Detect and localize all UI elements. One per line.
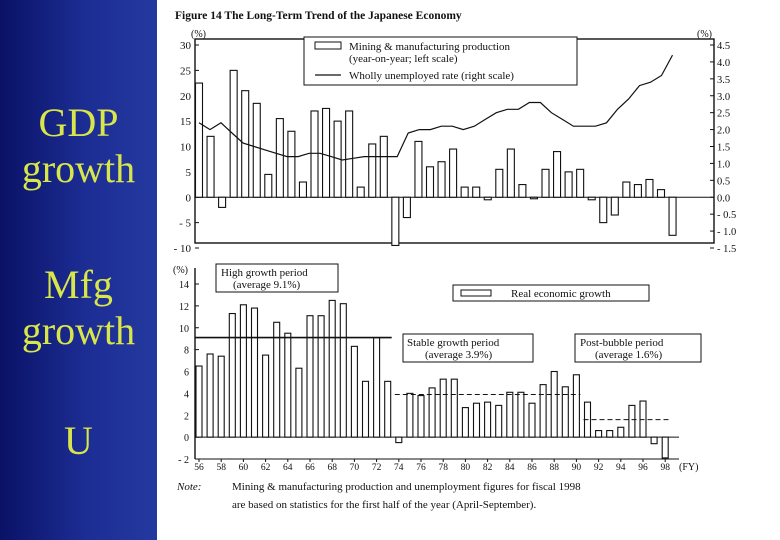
- real-growth-bar: [629, 405, 635, 437]
- real-growth-bar: [551, 372, 557, 438]
- top-left-tick-label: 5: [185, 166, 191, 179]
- mfg-bar: [311, 111, 318, 197]
- real-growth-bar: [418, 396, 424, 438]
- mfg-bar: [288, 131, 295, 197]
- mfg-bar: [646, 179, 653, 197]
- top-right-tick-label: 1.0: [717, 159, 731, 171]
- top-right-tick-label: - 1.0: [717, 227, 737, 239]
- real-growth-bar: [451, 379, 457, 437]
- bottom-x-tick-label: 82: [482, 463, 493, 473]
- bottom-y-tick-label: 12: [179, 301, 189, 313]
- bottom-x-tick-label: 94: [616, 463, 626, 473]
- bottom-x-tick-label: 74: [394, 463, 404, 473]
- mfg-bar: [369, 144, 376, 197]
- mfg-bar: [611, 197, 618, 215]
- real-growth-bar: [440, 379, 446, 437]
- real-growth-bar: [340, 304, 346, 437]
- mfg-bar: [473, 187, 480, 197]
- mfg-bar: [554, 152, 561, 198]
- mfg-bar: [623, 182, 630, 197]
- bottom-x-tick-label: 86: [527, 463, 537, 473]
- real-growth-bar: [607, 431, 613, 438]
- top-left-tick-label: 15: [180, 116, 191, 129]
- bottom-x-tick-label: 58: [216, 463, 226, 473]
- mfg-bar: [669, 197, 676, 235]
- gdp-growth-label: GDP growth: [21, 100, 136, 191]
- bottom-x-tick-label: 92: [593, 463, 604, 473]
- mfg-bar: [392, 197, 399, 245]
- top-left-tick-label: 25: [180, 65, 191, 78]
- real-growth-bar: [474, 403, 480, 437]
- mfg-bar: [403, 197, 410, 217]
- top-legend: [304, 37, 577, 85]
- figure-panel: [157, 0, 780, 540]
- real-growth-bar: [518, 392, 524, 437]
- top-right-tick-label: - 0.5: [717, 210, 737, 222]
- real-growth-bar: [329, 300, 335, 437]
- note-label: Note:: [177, 481, 202, 493]
- mfg-bar: [253, 103, 260, 197]
- unemployment-label: U: [64, 418, 93, 463]
- post-bubble-annotation: [575, 334, 701, 362]
- mfg-bar: [427, 167, 434, 197]
- bottom-y-tick-label: 4: [184, 389, 189, 401]
- legend-bar-swatch: [315, 42, 341, 49]
- bottom-y-tick-label: - 2: [178, 455, 189, 466]
- mfg-bar: [507, 149, 514, 197]
- mfg-bar: [219, 197, 226, 207]
- mfg-bar: [530, 197, 537, 199]
- bottom-x-tick-label: 60: [238, 463, 249, 473]
- mfg-bar: [484, 197, 491, 200]
- real-growth-bar: [540, 385, 546, 438]
- mfg-bar: [565, 172, 572, 197]
- bottom-x-tick-label: 98: [660, 463, 670, 473]
- mfg-bar: [415, 141, 422, 197]
- figure-title: Figure 14 The Long-Term Trend of the Japanese Economy: [175, 10, 462, 22]
- bottom-x-tick-label: 72: [371, 463, 382, 473]
- top-left-tick-label: 10: [180, 141, 191, 154]
- post-bubble-average: (average 1.6%): [595, 349, 663, 361]
- top-right-tick-label: 0.0: [717, 193, 731, 205]
- real-growth-bar: [385, 381, 391, 437]
- bottom-x-tick-label: 78: [438, 463, 448, 473]
- bottom-x-tick-label: 96: [638, 463, 648, 473]
- mfg-bar: [450, 149, 457, 197]
- stable-growth-annotation: [403, 334, 533, 362]
- high-growth-label: High growth period: [221, 267, 308, 279]
- real-growth-bar: [596, 431, 602, 438]
- real-growth-legend-label: Real economic growth: [511, 288, 611, 300]
- note-line-2: are based on statistics for the first half of the year (April-September).: [232, 499, 537, 511]
- bottom-x-tick-label: 76: [416, 463, 426, 473]
- legend-unemployment-label: Wholly unemployed rate (right scale): [349, 70, 514, 82]
- bottom-x-tick-label: 70: [349, 463, 360, 473]
- mfg-bar: [519, 185, 526, 198]
- real-growth-bar: [263, 355, 269, 437]
- real-growth-bar: [274, 322, 280, 437]
- stable-growth-average: (average 3.9%): [425, 349, 493, 361]
- top-right-tick-label: 3.0: [717, 91, 731, 103]
- legend-mfg-sublabel: (year-on-year; left scale): [349, 53, 458, 65]
- real-growth-bar: [573, 375, 579, 437]
- top-left-tick-label: 0: [185, 192, 191, 205]
- top-left-tick-label: - 5: [179, 217, 191, 230]
- real-growth-legend-swatch: [461, 290, 491, 296]
- top-right-tick-label: 2.0: [717, 125, 731, 137]
- top-right-tick-label: 4.5: [717, 41, 731, 52]
- side-label-panel: [0, 0, 157, 540]
- real-growth-bar: [429, 388, 435, 437]
- top-right-axis-unit: (%): [697, 29, 712, 40]
- real-growth-bar: [218, 356, 224, 437]
- top-right-tick-label: 0.5: [717, 176, 731, 188]
- real-growth-bar: [496, 405, 502, 437]
- bottom-y-tick-label: 2: [184, 411, 189, 423]
- stable-growth-label: Stable growth period: [407, 337, 500, 349]
- mfg-bar: [357, 187, 364, 197]
- real-growth-bar: [396, 437, 402, 442]
- real-growth-bar: [296, 368, 302, 437]
- real-growth-bar: [351, 346, 357, 437]
- real-growth-bar: [318, 316, 324, 437]
- real-growth-bar: [640, 401, 646, 437]
- high-growth-annotation: [216, 264, 338, 292]
- real-growth-bar: [240, 305, 246, 437]
- bottom-x-tick-label: 64: [283, 463, 293, 473]
- top-right-tick-label: 3.5: [717, 74, 731, 86]
- mfg-bar: [196, 83, 203, 197]
- mfg-bar: [461, 187, 468, 197]
- real-growth-bar: [207, 354, 213, 437]
- mfg-bar: [323, 108, 330, 197]
- bottom-x-tick-label: 84: [505, 463, 515, 473]
- real-growth-bar: [285, 333, 291, 437]
- real-growth-bar: [407, 393, 413, 437]
- high-growth-average: (average 9.1%): [233, 279, 301, 291]
- real-growth-bar: [363, 381, 369, 437]
- real-growth-bar: [462, 408, 468, 438]
- bottom-x-tick-label: 62: [260, 463, 271, 473]
- real-growth-bar: [507, 392, 513, 437]
- mfg-bar: [207, 136, 214, 197]
- mfg-bar: [496, 169, 503, 197]
- real-growth-bar: [374, 338, 380, 438]
- mfg-bar: [588, 197, 595, 200]
- top-right-tick-label: 4.0: [717, 57, 731, 69]
- bottom-x-tick-label: 66: [305, 463, 315, 473]
- mfg-bar: [634, 185, 641, 198]
- mfg-bar: [299, 182, 306, 197]
- real-growth-bar: [196, 366, 202, 437]
- top-right-tick-label: 1.5: [717, 142, 731, 154]
- bottom-y-tick-label: 14: [179, 280, 189, 291]
- mfg-bar: [600, 197, 607, 222]
- bottom-chart: [173, 264, 701, 473]
- real-growth-bar: [252, 308, 258, 437]
- figure-svg: [157, 0, 780, 540]
- real-growth-bar: [485, 402, 491, 437]
- bottom-x-tick-label: 80: [460, 463, 471, 473]
- top-left-tick-label: - 10: [173, 243, 191, 255]
- bottom-x-tick-label: 68: [327, 463, 337, 473]
- real-growth-bar: [651, 437, 657, 444]
- mfg-production-bars: [196, 70, 677, 245]
- mfg-bar: [577, 169, 584, 197]
- real-growth-legend: [453, 285, 649, 301]
- real-growth-bar: [307, 316, 313, 437]
- top-left-tick-label: 20: [180, 90, 191, 103]
- fy-axis-label: (FY): [679, 462, 699, 473]
- top-chart: [174, 29, 737, 255]
- bottom-x-tick-label: 56: [194, 463, 204, 473]
- mfg-bar: [276, 119, 283, 198]
- mfg-bar: [380, 136, 387, 197]
- real-growth-bar: [662, 437, 668, 458]
- top-left-tick-label: 30: [180, 40, 191, 52]
- real-growth-bar: [618, 427, 624, 437]
- bottom-y-tick-label: 10: [179, 323, 189, 335]
- top-right-tick-label: 2.5: [717, 108, 731, 120]
- mfg-growth-label: Mfg growth: [21, 262, 136, 353]
- real-growth-bars: [196, 300, 668, 458]
- mfg-bar: [438, 162, 445, 198]
- legend-mfg-label: Mining & manufacturing production: [349, 41, 510, 53]
- real-growth-bar: [529, 403, 535, 437]
- top-right-tick-label: - 1.5: [717, 244, 737, 255]
- note-line-1: Mining & manufacturing production and unemployment figures for fiscal 1998: [232, 481, 581, 493]
- mfg-bar: [658, 190, 665, 198]
- post-bubble-label: Post-bubble period: [580, 337, 664, 349]
- bottom-x-tick-label: 88: [549, 463, 559, 473]
- bottom-y-tick-label: 0: [184, 433, 189, 445]
- bottom-y-tick-label: 8: [184, 345, 189, 357]
- real-growth-bar: [229, 314, 235, 438]
- bottom-x-axis: [194, 459, 670, 473]
- mfg-bar: [265, 174, 272, 197]
- mfg-bar: [346, 111, 353, 197]
- bottom-axis-unit: (%): [173, 265, 188, 276]
- bottom-y-tick-label: 6: [184, 367, 189, 379]
- mfg-bar: [542, 169, 549, 197]
- top-left-axis-unit: (%): [191, 29, 206, 40]
- bottom-x-tick-label: 90: [571, 463, 582, 473]
